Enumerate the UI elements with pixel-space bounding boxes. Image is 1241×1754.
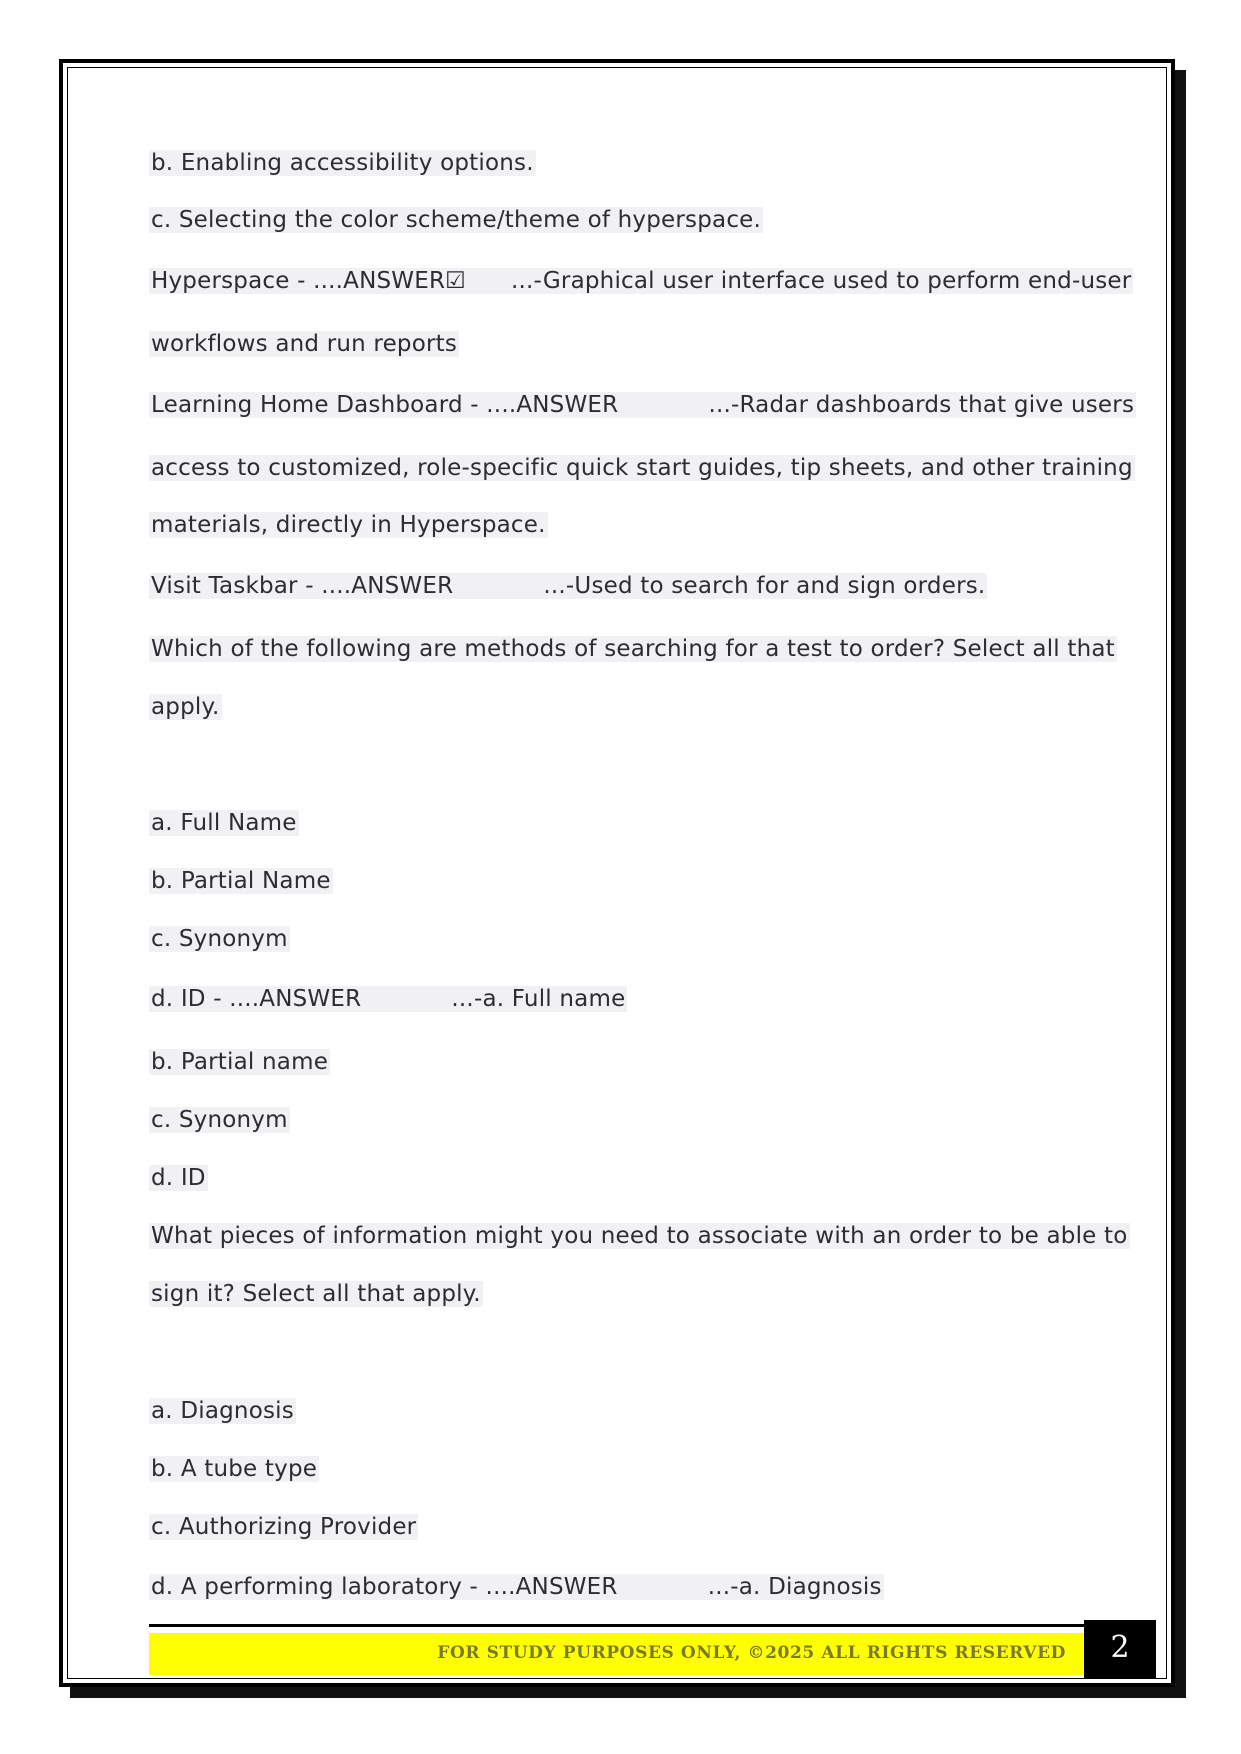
text-line-content: c. Synonym xyxy=(151,1107,288,1133)
text-line-content: b. Enabling accessibility options. xyxy=(151,150,534,176)
text-line-content: c. Selecting the color scheme/theme of hyperspace. xyxy=(151,207,762,233)
text-line-content: Hyperspace - ....ANSWER☑ ...-Graphical user interface used to perform end-user xyxy=(151,268,1132,294)
text-line-content: apply. xyxy=(151,694,220,720)
text-line-content: Which of the following are methods of searching for a test to order? Select all that xyxy=(151,636,1115,662)
text-line-content: Visit Taskbar - ....ANSWER ...-Used to search for and sign orders. xyxy=(151,573,986,599)
text-line xyxy=(149,388,1136,422)
text-line-content: c. Authorizing Provider xyxy=(151,1514,417,1540)
page-number: 2 xyxy=(1084,1620,1156,1678)
text-line-content: d. ID - ....ANSWER ...-a. Full name xyxy=(151,986,626,1012)
text-line xyxy=(149,1510,418,1544)
text-line-content: a. Full Name xyxy=(151,810,297,836)
text-line-content: d. ID xyxy=(151,1165,206,1191)
text-line-content: b. Partial Name xyxy=(151,868,331,894)
text-line-content: d. A performing laboratory - ....ANSWER ...-a. Diagnosis xyxy=(151,1574,882,1600)
text-line-content: access to customized, role-specific quick start guides, tip sheets, and other training xyxy=(151,455,1133,481)
text-line-content: Learning Home Dashboard - ....ANSWER ...-Radar dashboards that give users xyxy=(151,392,1135,418)
text-line xyxy=(149,982,627,1016)
text-line xyxy=(149,203,763,237)
text-line-content: materials, directly in Hyperspace. xyxy=(151,512,546,538)
text-line xyxy=(149,690,222,724)
text-line xyxy=(149,1103,290,1137)
text-line xyxy=(149,327,459,361)
text-line xyxy=(149,1277,483,1311)
text-line-content: b. A tube type xyxy=(151,1456,318,1482)
text-line-content: What pieces of information might you need to associate with an order to be able to xyxy=(151,1223,1128,1249)
text-line xyxy=(149,451,1135,485)
text-line-content: c. Synonym xyxy=(151,926,288,952)
text-line xyxy=(149,1452,319,1486)
footer-copyright: FOR STUDY PURPOSES ONLY, ©2025 ALL RIGHTS RESERVED xyxy=(437,1643,1066,1663)
text-line xyxy=(149,864,333,898)
text-line xyxy=(149,508,548,542)
text-line xyxy=(149,1161,208,1195)
text-line xyxy=(149,1394,296,1428)
text-line-content: sign it? Select all that apply. xyxy=(151,1281,481,1307)
text-line xyxy=(149,264,1133,298)
text-line xyxy=(149,1570,884,1604)
text-line xyxy=(149,569,987,603)
text-line xyxy=(149,146,536,180)
text-line-content: a. Diagnosis xyxy=(151,1398,294,1424)
text-line xyxy=(149,632,1117,666)
text-line xyxy=(149,806,299,840)
text-line-content: workflows and run reports xyxy=(151,331,458,357)
text-line xyxy=(149,1045,330,1079)
text-line xyxy=(149,1219,1130,1253)
text-line-content: b. Partial name xyxy=(151,1049,329,1075)
footer-rule xyxy=(149,1624,1084,1627)
text-line xyxy=(149,922,290,956)
footer-bar xyxy=(149,1633,1084,1675)
